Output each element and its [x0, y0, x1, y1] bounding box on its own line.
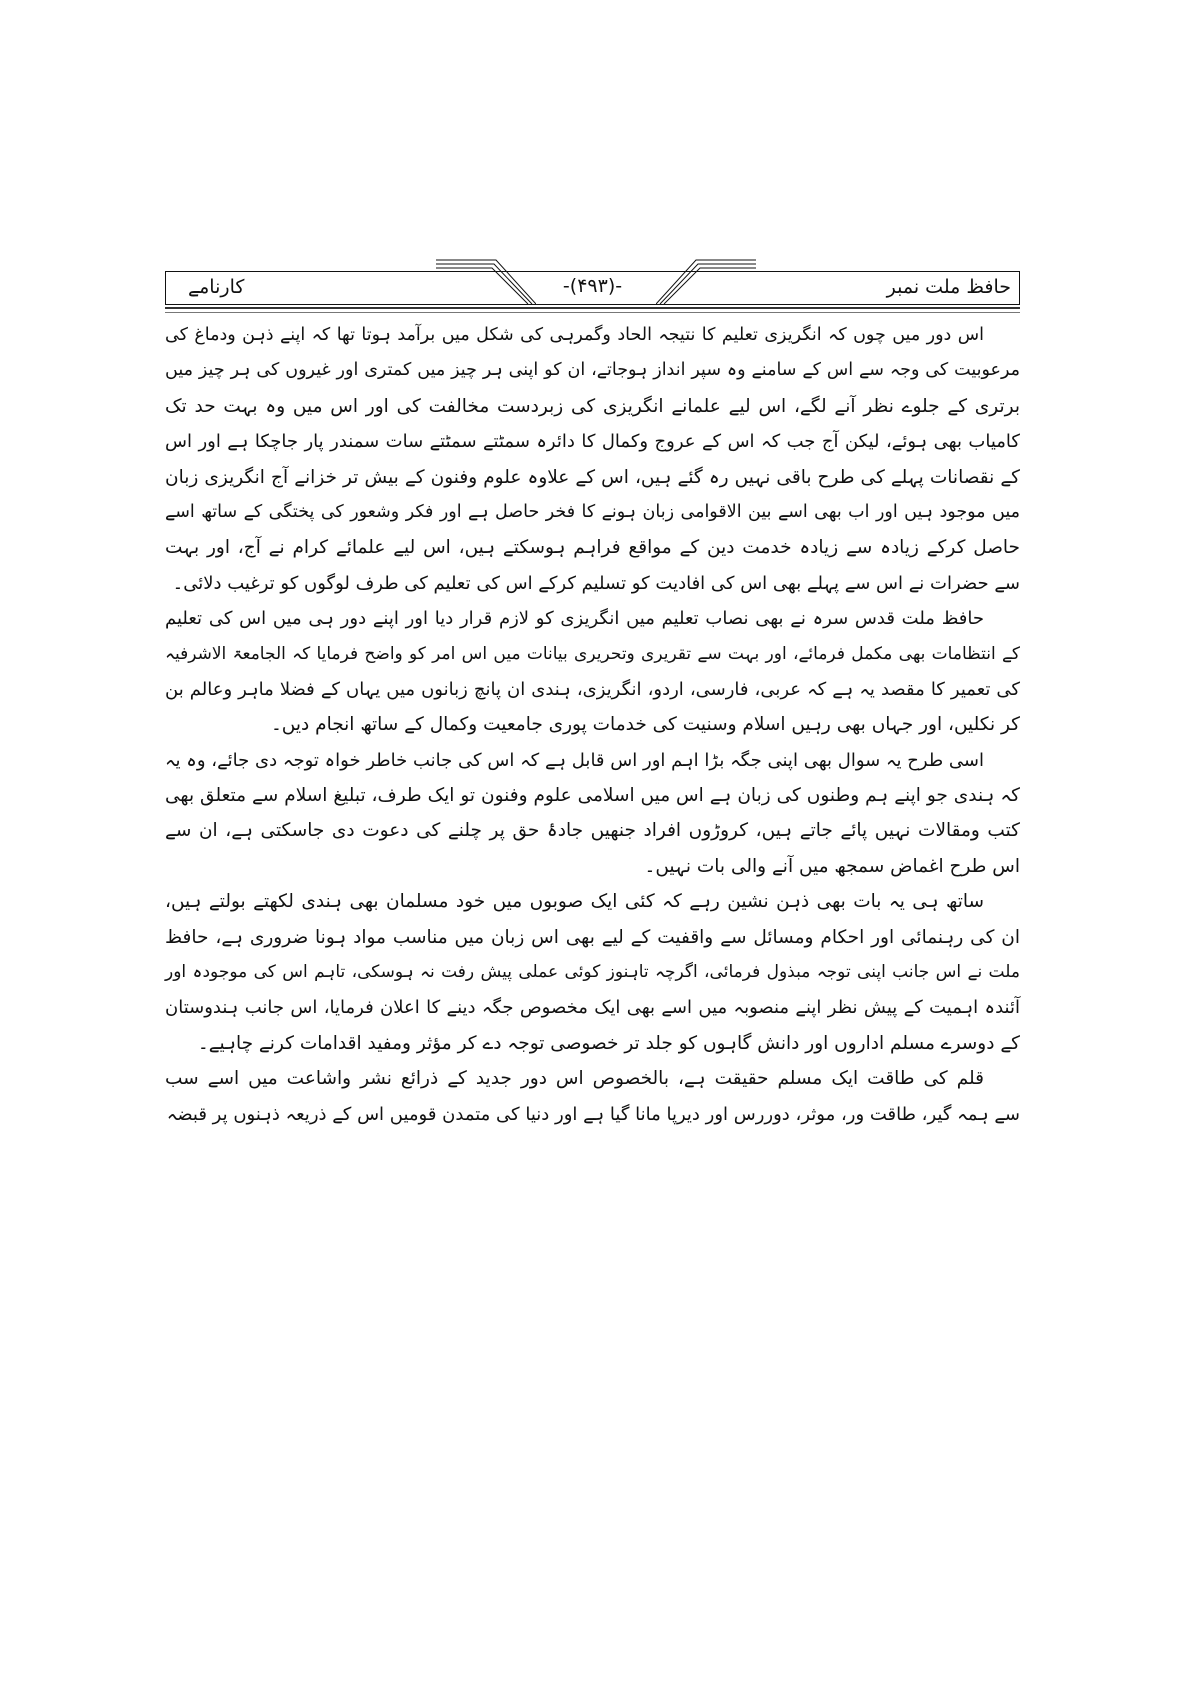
text-line: سے ہمہ گیر، طاقت ور، موثر، دوررس اور دیرپا مانا گیا ہے اور دنیا کی متمدن قومیں اس کے ذریعہ ذہنوں پر قبضہ: [166, 1103, 1020, 1125]
text-line: ان کی رہنمائی اور احکام ومسائل سے واقفیت کے لیے بھی اس زبان میں مناسب مواد ہونا ضروری ہے، حافظ: [165, 926, 1020, 948]
page-number: -(۴۹۳)-: [562, 275, 623, 297]
text-line: حاصل کرکے زیادہ سے زیادہ خدمت دین کے مواقع فراہم ہوسکتے ہیں، اس لیے علمائے کرام نے آج، اور بہت: [165, 537, 1020, 559]
text-line: کہ ہندی جو اپنے ہم وطنوں کی زبان ہے اس میں اسلامی علوم وفنون تو ایک طرف، تبلیغ اسلام سے متعلق بھی: [165, 785, 1020, 807]
text-line: حافظ ملت قدس سرہ نے بھی نصاب تعلیم میں انگریزی کو لازم قرار دیا اور اپنے دور ہی میں اس کی تعلیم: [165, 608, 984, 630]
right-ornament-icon: [656, 258, 756, 306]
text-line: کے دوسرے مسلم اداروں اور دانش گاہوں کو جلد تر خصوصی توجہ دے کر مؤثر ومفید اقدامات کرنے چاہیے۔: [197, 1032, 1020, 1054]
running-header: [165, 271, 1020, 305]
text-line: اس دور میں چوں کہ انگریزی تعلیم کا نتیجہ الحاد وگمرہی کی شکل میں برآمد ہوتا تھا کہ اپنے ذہن ودماغ کی: [165, 325, 984, 345]
text-line: سے حضرات نے اس سے پہلے بھی اس کی افادیت کو تسلیم کرکے اس کی تعلیم کی طرف لوگوں کو ترغیب دلائی۔: [172, 572, 1020, 594]
left-ornament-icon: [436, 258, 536, 306]
header-rule: [165, 307, 1020, 313]
text-line: اسی طرح یہ سوال بھی اپنی جگہ بڑا اہم اور اس قابل ہے کہ اس کی جانب خاطر خواہ توجہ دی جائے، وہ یہ: [165, 749, 984, 771]
text-line: اس طرح اغماض سمجھ میں آنے والی بات نہیں۔: [644, 855, 1020, 877]
text-line: کے نقصانات پہلے کی طرح باقی نہیں رہ گئے ہیں، اس کے علاوہ علوم وفنون کے بیش تر خزانے آج انگریزی زبان: [165, 466, 1020, 488]
text-line: کی تعمیر کا مقصد یہ ہے کہ عربی، فارسی، اردو، انگریزی، ہندی ان پانچ زبانوں میں یہاں کے فضلا ماہر وعالم بن: [165, 678, 1020, 700]
text-line: ساتھ ہی یہ بات بھی ذہن نشین رہے کہ کئی ایک صوبوں میں خود مسلمان بھی ہندی لکھتے بولتے ہیں،: [165, 891, 984, 913]
text-line: کتب ومقالات نہیں پائے جاتے ہیں، کروڑوں افراد جنھیں جادۂ حق پر چلنے کی دعوت دی جاسکتی ہے، ان سے: [165, 820, 1020, 842]
article-body: [165, 318, 1020, 1132]
text-line: کے انتظامات بھی مکمل فرمائے، اور بہت سے تقریری وتحریری بیانات میں اس امر کو واضح فرمایا کہ الجامعۃ الاشرفیہ: [165, 643, 1020, 664]
text-line: کر نکلیں، اور جہاں بھی رہیں اسلام وسنیت کی خدمات پوری جامعیت وکمال کے ساتھ انجام دیں۔: [270, 714, 1020, 736]
text-line: مرعوبیت کی وجہ سے اس کے سامنے وہ سپر انداز ہوجاتے، ان کو اپنی ہر چیز میں کمتری اور غیروں کی ہر چیز میں: [165, 360, 1020, 381]
text-line: میں موجود ہیں اور اب بھی اسے بین الاقوامی زبان ہونے کا فخر حاصل ہے اور فکر وشعور کی پختگی کے ساتھ اسے: [165, 501, 1020, 522]
text-line: کامیاب بھی ہوئے، لیکن آج جب کہ اس کے عروج وکمال کا دائرہ سمٹتے سمٹتے سات سمندر پار جاچکا ہے اور اس: [165, 431, 1020, 453]
text-line: برتری کے جلوے نظر آنے لگے، اس لیے علمانے انگریزی کی زبردست مخالفت کی اور اس میں وہ بہت حد تک: [165, 395, 1020, 417]
text-line: آئندہ اہمیت کے پیش نظر اپنے منصوبہ میں اسے بھی ایک مخصوص جگہ دینے کا اعلان فرمایا، اس جانب ہندوستان: [165, 997, 1020, 1019]
section-title: کارنامے: [188, 276, 245, 298]
journal-title: حافظ ملت نمبر: [886, 276, 1011, 298]
text-line: قلم کی طاقت ایک مسلم حقیقت ہے، بالخصوص اس دور جدید کے ذرائع نشر واشاعت میں اسے سب: [165, 1068, 984, 1090]
text-line: ملت نے اس جانب اپنی توجہ مبذول فرمائی، اگرچہ تاہنوز کوئی عملی پیش رفت نہ ہوسکی، تاہم اس کی موجودہ اور: [165, 962, 1020, 983]
